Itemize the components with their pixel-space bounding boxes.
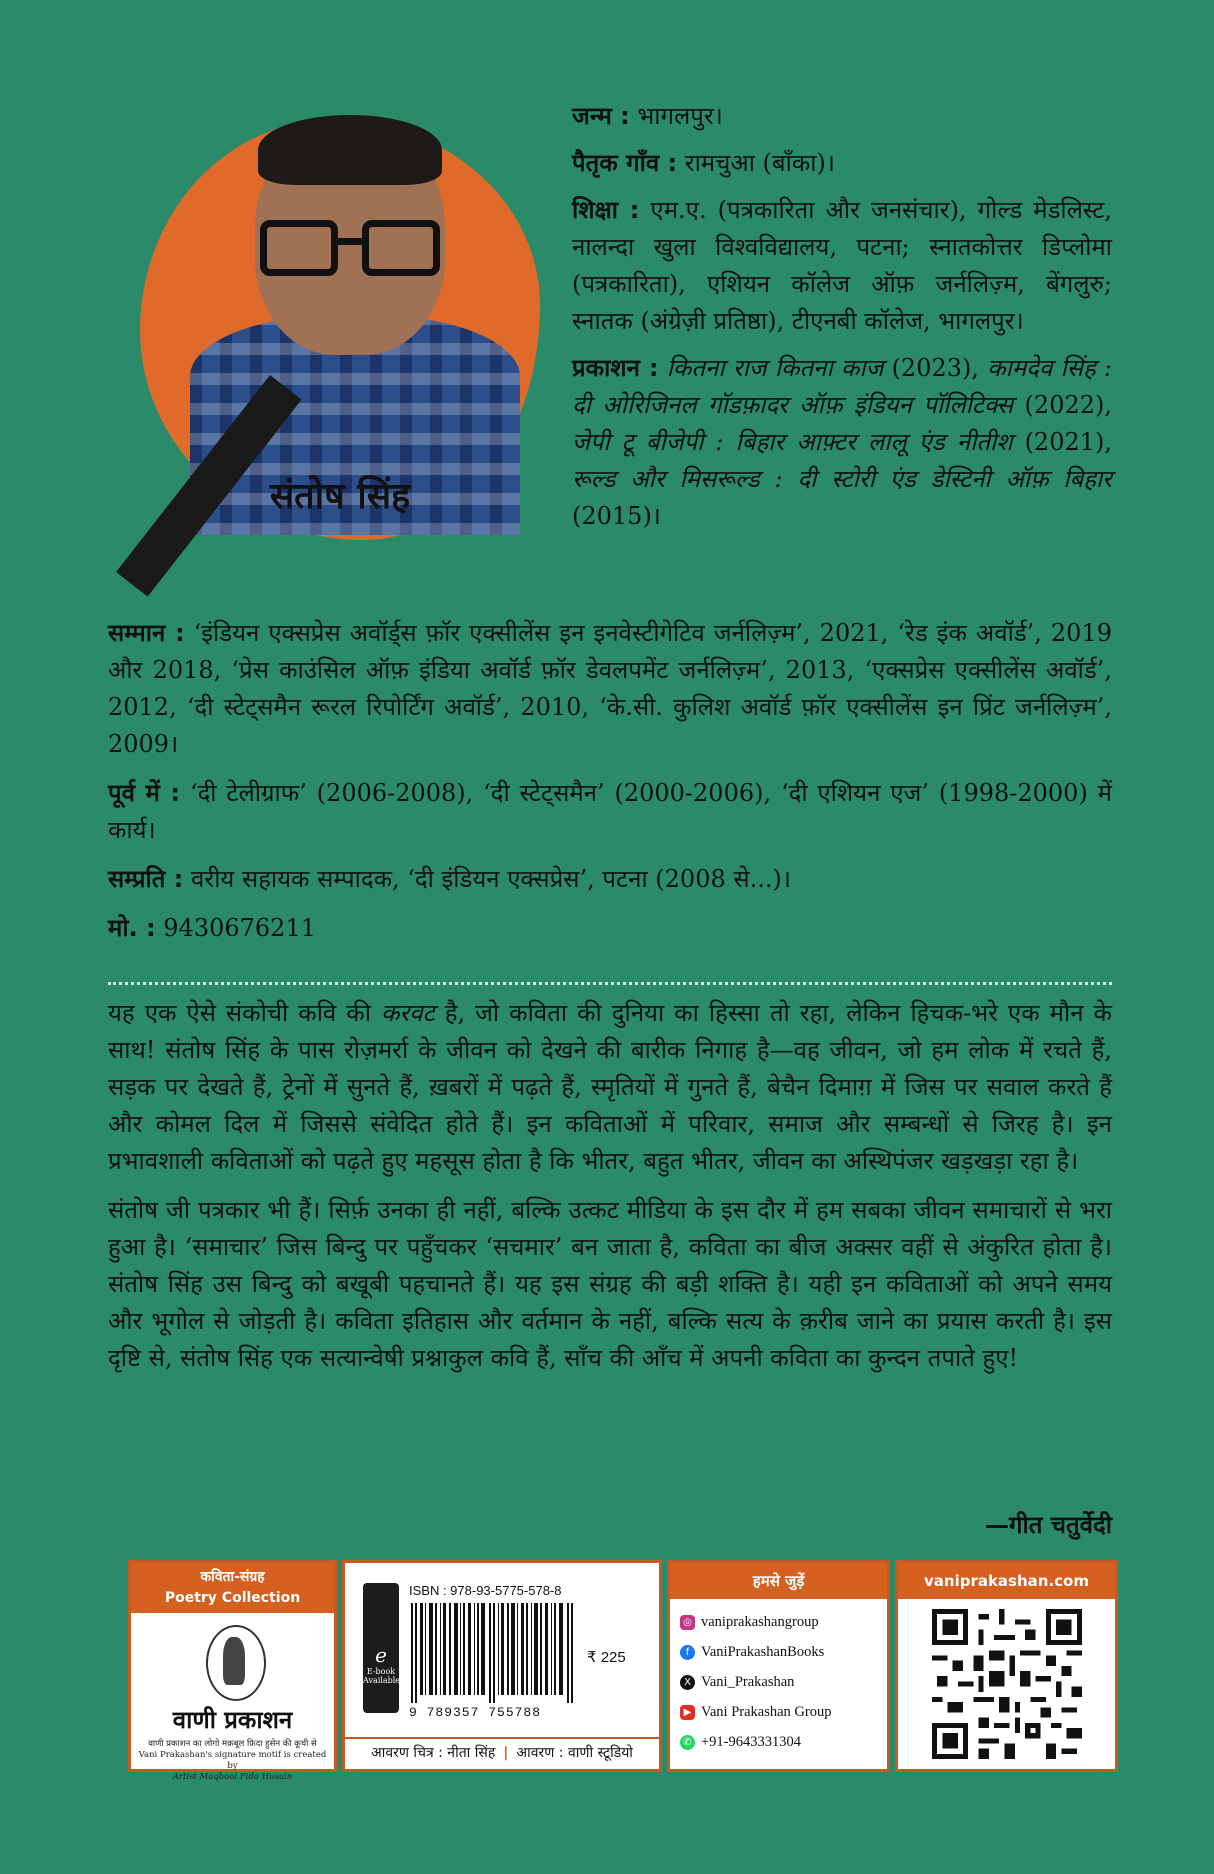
blurb-signature: —गीत चतुर्वेदी (985, 1511, 1112, 1539)
village-line: पैतृक गाँव : रामचुआ (बाँका)। (572, 149, 835, 177)
previously-line: पूर्व में : ‘दी टेलीग्राफ’ (2006-2008), ‘दी स्टेट्समैन’ (2000-2006), ‘दी एशियन एज’ (1998-2000) में कार्य। (108, 779, 1113, 844)
whatsapp-icon: ✆ (680, 1735, 695, 1750)
ebook-icon: e (375, 1643, 387, 1667)
glasses-icon (260, 220, 440, 280)
social-x[interactable]: X Vani_Prakashan (680, 1667, 887, 1697)
social-whatsapp[interactable]: ✆ +91-9643331304 (680, 1727, 887, 1757)
blurb-paragraph-1: यह एक ऐसे संकोची कवि की करवट है, जो कविता की दुनिया का हिस्सा तो रहा, लेकिन हिचक-भरे एक मौन के साथ! संतोष सिंह के पास रोज़मर्रा के जीवन को देखने की बारीक निगाह है—वह जीवन, जो हम लोक में रचते हैं, सड़क पर देखते हैं, ट्रेनों में सुनते हैं, ख़बरों में पढ़ते हैं, स्मृतियों में गुनते हैं, बेचैन दिमाग़ में जिस पर सवाल करते हैं और कोमल दिल में जिससे संवेदित होते हैं। इन कविताओं में परिवार, समाज और सम्बन्धों से जिरह है। इन प्रभावशाली कविताओं को पढ़ते हुए महसूस होता है कि भीतर, बहुत भीतर, जीवन का अस्थिपंजर खड़खड़ा रहा है। (108, 999, 1112, 1175)
barcode (409, 1603, 577, 1703)
publisher-panel (128, 1560, 337, 1782)
connect-header: हमसे जुड़ें (670, 1563, 887, 1599)
ebook-badge: e E-book Available (363, 1583, 399, 1713)
logo-credit: वाणी प्रकाशन का लोगो मक़बूल फ़िदा हुसेन की कूची से Vani Prakashan's signature motif is created by Artist Maqbool Fida Husain (138, 1739, 327, 1782)
website-link[interactable]: vaniprakashan.com (898, 1563, 1115, 1599)
barcode-digits: 9 789357 755788 (409, 1705, 542, 1720)
youtube-icon: ▶ (680, 1705, 695, 1720)
instagram-icon: ◎ (680, 1615, 695, 1630)
logo-figure-icon (223, 1637, 245, 1685)
birth-line: जन्म : भागलपुर। (572, 102, 723, 130)
social-youtube[interactable]: ▶ Vani Prakashan Group (680, 1697, 887, 1727)
social-instagram[interactable]: ◎ vaniprakashangroup (680, 1607, 887, 1637)
social-panel (667, 1560, 890, 1772)
author-details (108, 615, 1112, 959)
x-icon: X (680, 1675, 695, 1690)
social-facebook[interactable]: f VaniPrakashanBooks (680, 1637, 887, 1667)
website-panel (895, 1560, 1118, 1772)
dotted-divider (108, 982, 1112, 985)
genre-header: कविता-संग्रह Poetry Collection (131, 1563, 334, 1613)
qr-code-icon[interactable] (932, 1609, 1082, 1759)
author-hair (258, 115, 442, 185)
social-list (670, 1599, 887, 1757)
book-blurb (108, 995, 1112, 1389)
isbn-panel (342, 1560, 662, 1772)
mobile-line: मो. : 9430676211 (108, 914, 316, 942)
cover-credits: आवरण चित्र : नीता सिंह | आवरण : वाणी स्टूडियो (345, 1737, 659, 1769)
blurb-paragraph-2: संतोष जी पत्रकार भी हैं। सिर्फ़ उनका ही नहीं, बल्कि उत्कट मीडिया के इस दौर में हम सबका जीवन समाचारों से भरा हुआ है। ‘समाचार’ जिस बिन्दु पर पहुँचकर ‘सचमार’ बन जाता है, कविता का बीज अक्सर वहीं से अंकुरित होता है। संतोष सिंह उस बिन्दु को बखूबी पहचानते हैं। यह इस संग्रह की बड़ी शक्ति है। यही इन कविताओं को अपने समय और भूगोल से जोड़ती है। कविता इतिहास और वर्तमान के नहीं, बल्कि सत्य के क़रीब जाने का प्रयास करती है। इस दृष्टि से, संतोष सिंह एक सत्यान्वेषी प्रश्नाकुल कवि हैं, साँच की आँच में अपनी कविता का कुन्दन तपाते हुए! (108, 1196, 1112, 1372)
author-name: संतोष सिंह (269, 476, 411, 517)
facebook-icon: f (680, 1645, 695, 1660)
education-line: शिक्षा : एम.ए. (पत्रकारिता और जनसंचार), गोल्ड मेडलिस्ट, नालन्दा खुला विश्वविद्यालय, पटना; स्नातकोत्तर डिप्लोमा (पत्रकारिता), एशियन कॉलेज ऑफ़ जर्नलिज़्म, बेंगलुरु; स्नातक (अंग्रेज़ी प्रतिष्ठा), टीएनबी कॉलेज, भागलपुर। (572, 196, 1112, 335)
publications-line: प्रकाशन : कितना राज कितना काज (2023), कामदेव सिंह : दी ओरिजिनल गॉडफ़ादर ऑफ़ इंडियन पॉलिटिक्स (2022), जेपी टू बीजेपी : बिहार आफ़्टर लालू एंड नीतीश (2021), रूल्ड और मिसरूल्ड : दी स्टोरी एंड डेस्टिनी ऑफ़ बिहार (2015)। (572, 354, 1113, 530)
publisher-brand: वाणी प्रकाशन (172, 1706, 293, 1734)
awards-line: सम्मान : ‘इंडियन एक्सप्रेस अवॉर्ड्स फ़ॉर एक्सीलेंस इन इनवेस्टीगेटिव जर्नलिज़्म’, 2021, ‘रेड इंक अवॉर्ड’, 2019 और 2018, ‘प्रेस काउंसिल ऑफ़ इंडिया अवॉर्ड फ़ॉर डेवलपमेंट जर्नलिज़्म’, 2013, ‘एक्सप्रेस एक्सीलेंस अवॉर्ड’, 2012, ‘दी स्टेट्समैन रूरल रिपोर्टिंग अवॉर्ड’, 2010, ‘के.सी. कुलिश अवॉर्ड फ़ॉर एक्सीलेंस इन प्रिंट जर्नलिज़्म’, 2009। (108, 619, 1112, 758)
current-line: सम्प्रति : वरीय सहायक सम्पादक, ‘दी इंडियन एक्सप्रेस’, पटना (2008 से...)। (108, 865, 791, 893)
isbn-number: ISBN : 978-93-5775-578-8 (409, 1583, 562, 1598)
author-bio (572, 98, 1112, 545)
price: ₹ 225 (587, 1649, 626, 1666)
footer-strip (128, 1560, 1118, 1782)
